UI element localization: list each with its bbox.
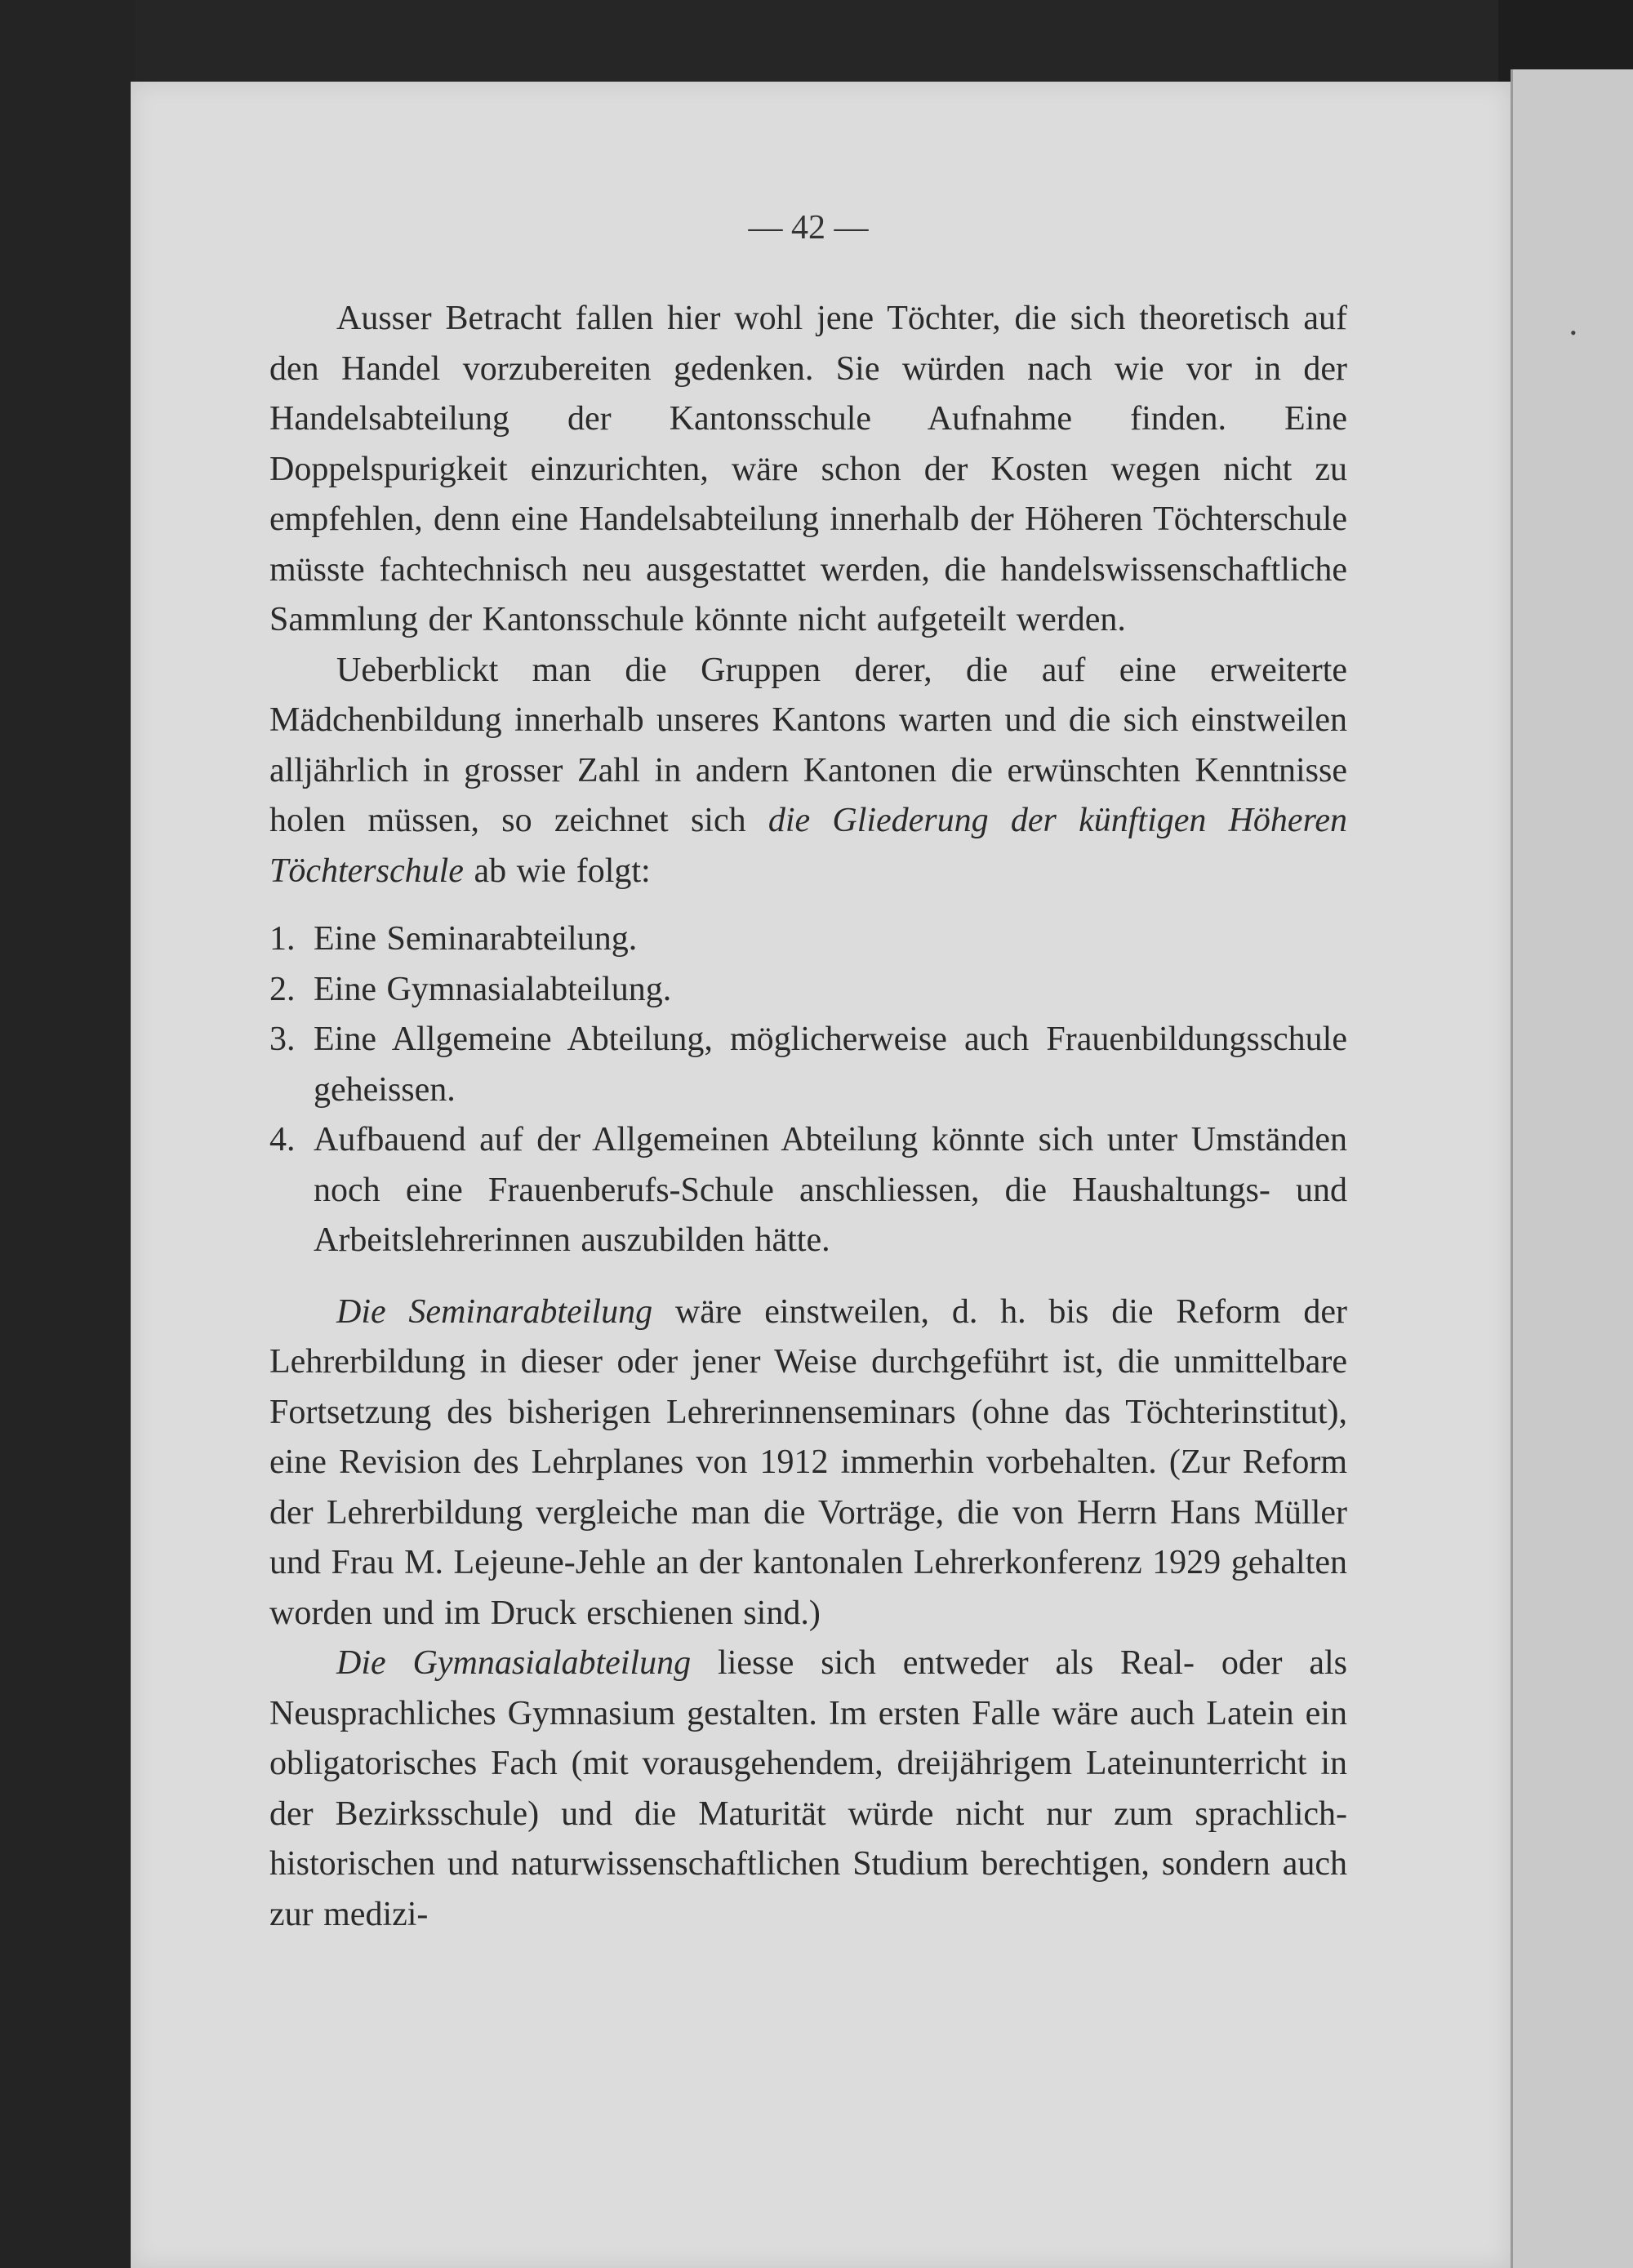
list-item-number: 3. [269, 1021, 296, 1058]
list-item [269, 1015, 1347, 1115]
list-item-text: Eine Gymnasialabteilung. [314, 970, 672, 1008]
paragraph-gymnasium-text: liesse sich entweder als Real- oder als Neusprachliches Gymnasium gestalten. Im ersten Falle wäre auch Latein ein obligatorisches Fach (mit vorausgehendem, dreijährigem Lateinunterricht in der Bezirksschule) und die Maturität würde nicht nur zum sprachlich-historischen und naturwissenschaftlichen Studium berechtigen, sondern auch zur medizi- [269, 1644, 1347, 1933]
book-page [131, 82, 1511, 2268]
paragraph-gymnasium-heading: Die Gymnasialabteilung [336, 1644, 692, 1682]
paragraph-gliederung [269, 646, 1347, 897]
list-item-number: 1. [269, 920, 296, 958]
paragraph-seminar [269, 1287, 1347, 1639]
scan-background-left [0, 0, 135, 2268]
page-body [269, 294, 1347, 1940]
dust-mark: • [1570, 322, 1577, 343]
paragraph-gliederung-end: ab wie folgt: [463, 852, 651, 890]
list-item-number: 2. [269, 970, 296, 1008]
facing-page-edge [1511, 69, 1633, 2268]
paragraph-gliederung-emphasis: die Gliederung der künftigen Höheren Töchterschule [269, 802, 1347, 890]
paragraph-handel: Ausser Betracht fallen hier wohl jene Töchter, die sich theoretisch auf den Handel vorzubereiten gedenken. Sie würden nach wie vor in der Handelsabteilung der Kantonsschule Aufnahme finden. Eine Doppelspurigkeit einzurichten, wäre schon der Kosten wegen nicht zu empfehlen, denn eine Handelsabteilung innerhalb der Höheren Töchterschule müsste fachtechnisch neu ausgestattet werden, die handelswissenschaftliche Sammlung der Kantonsschule könnte nicht aufgeteilt werden. [269, 300, 1347, 638]
list-item [269, 965, 1347, 1016]
list-item-text: Aufbauend auf der Allgemeinen Abteilung könnte sich unter Umständen noch eine Frauenberufs-Schule anschliessen, die Haushaltungs- und Arbeitslehrerinnen auszubilden hätte. [314, 1121, 1347, 1259]
list-item-number: 4. [269, 1121, 296, 1158]
division-list [269, 914, 1347, 1266]
paragraph-seminar-heading: Die Seminarabteilung [336, 1292, 653, 1331]
page-number: — 42 — [748, 209, 869, 247]
paragraph-gymnasium [269, 1639, 1347, 1940]
list-item [269, 1115, 1347, 1266]
paragraph-gliederung-text: Ueberblickt man die Gruppen derer, die auf eine erweiterte Mädchenbildung innerhalb unseres Kantons warten und die sich einstweilen alljährlich in grosser Zahl in andern Kantonen die erwünschten Kenntnisse holen müssen, so zeichnet sich [269, 651, 1347, 839]
list-item [269, 914, 1347, 965]
list-item-text: Eine Seminarabteilung. [314, 920, 638, 958]
scan-background-top [0, 0, 1633, 82]
paragraph-seminar-text: wäre einstweilen, d. h. bis die Reform der Lehrerbildung in dieser oder jener Weise durchgeführt ist, die unmittelbare Fortsetzung des bisherigen Lehrerinnenseminars (ohne das Töchterinstitut), eine Revision des Lehrplanes von 1912 immerhin vorbehalten. (Zur Reform der Lehrerbildung vergleiche man die Vorträge, die von Herrn Hans Müller und Frau M. Lejeune-Jehle an der kantonalen Lehrerkonferenz 1929 gehalten worden und im Druck erschienen sind.) [269, 1292, 1347, 1632]
list-item-text: Eine Allgemeine Abteilung, möglicherweise auch Frauenbildungsschule geheissen. [314, 1021, 1347, 1109]
